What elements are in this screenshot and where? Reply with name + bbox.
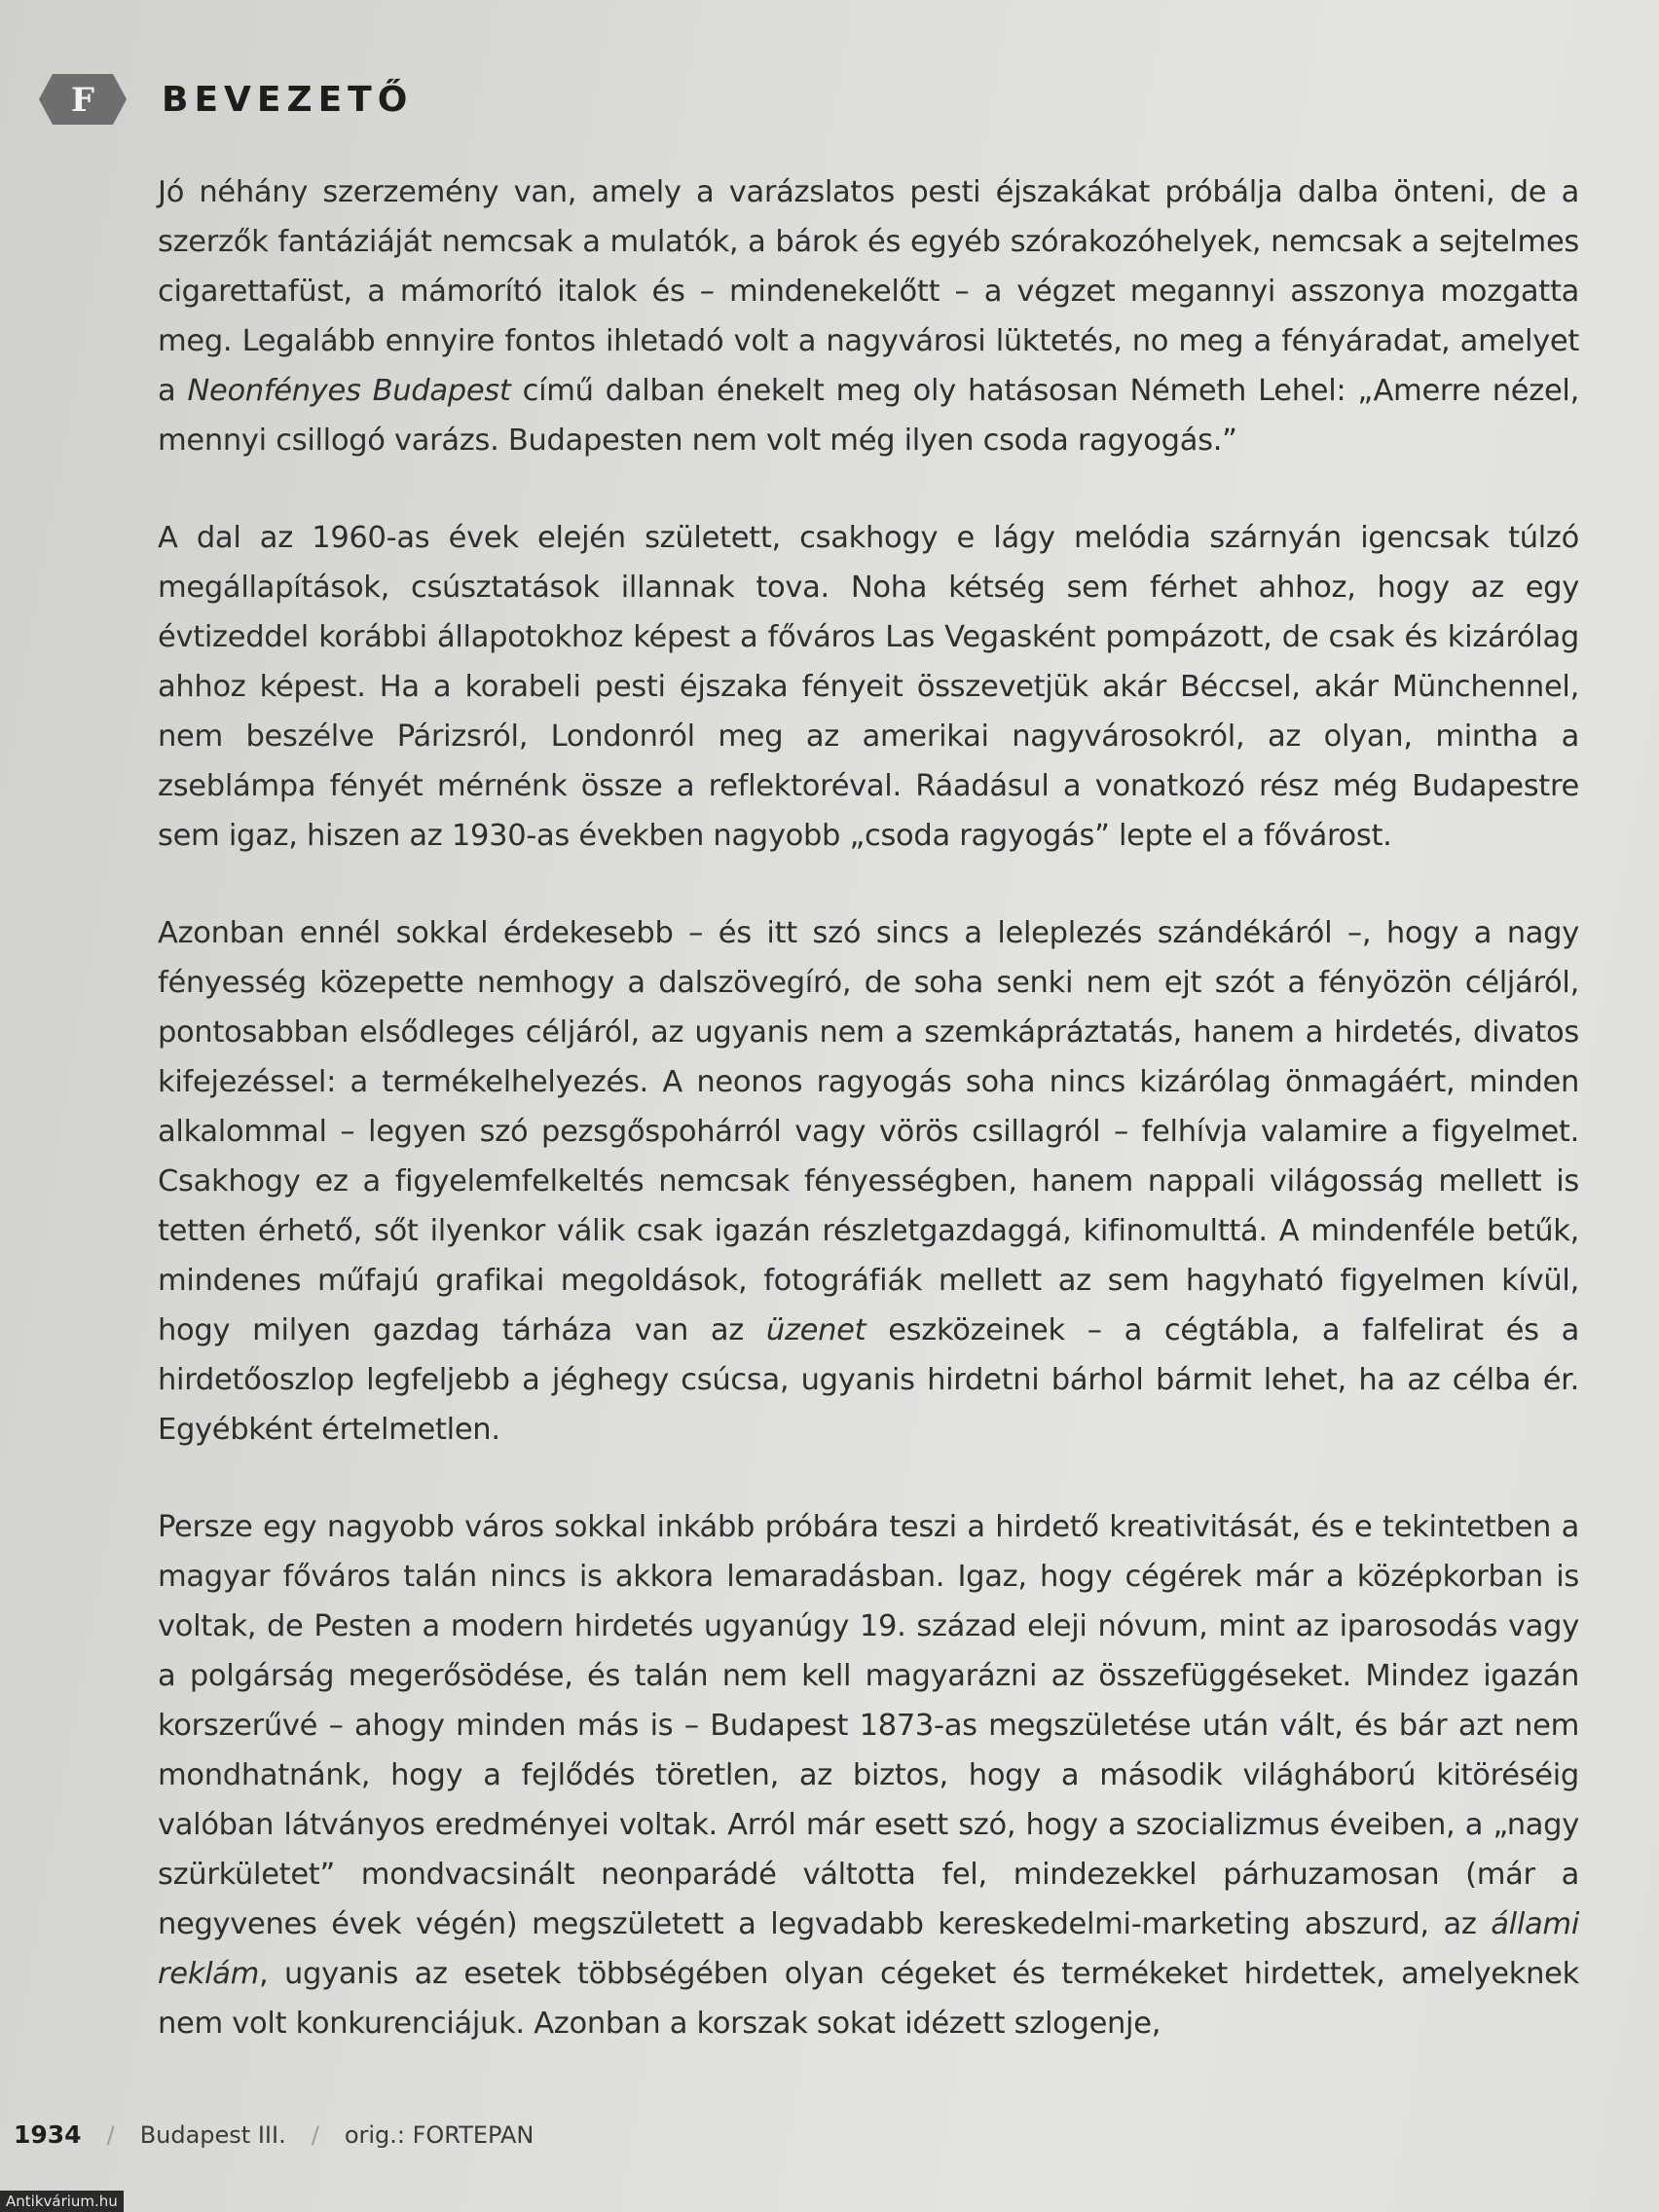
italic-term: állami reklám <box>158 1907 1579 1991</box>
footer-separator: / <box>106 2121 115 2149</box>
photo-source: orig.: FORTEPAN <box>344 2121 535 2149</box>
article-body <box>158 167 1579 2096</box>
fortepan-logo <box>39 72 127 127</box>
text-segment: , ugyanis az esetek többségében olyan cégeket és termékeket hirdettek, amelyeknek nem volt konkurenciájuk. Azonban a korszak sokat idézett szlogenje, <box>158 1957 1579 2041</box>
italic-title: Neonfényes Budapest <box>187 374 511 408</box>
logo-letter: F <box>70 81 95 120</box>
text-segment: Azonban ennél sokkal érdekesebb – és itt szó sincs a leleplezés szándékáról –, hogy a nagy fényesség közepette nemhogy a dalszövegíró, de soha senki nem ejt szót a fényözön céljáról, pontosabban elsődleges céljáról, az ugyanis nem a szemkápráztatás, hanem a hirdetés, divatos kifejezéssel: a termékelhelyezés. A neonos ragyogás soha nincs kizárólag önmagáért, minden alkalommal – legyen szó pezsgőspohárról vagy vörös csillagról – felhívja valamire a figyelmet. Csakhogy ez a figyelemfelkeltés nemcsak fényességben, hanem nappali világosság mellett is tetten érhető, sőt ilyenkor válik csak igazán részletgazdaggá, kifinomulttá. A mindenféle betűk, mindenes műfajú grafikai megoldások, fotográfiák mellett az sem hagyható figyelmen kívül, hogy milyen gazdag tárháza van az <box>158 916 1579 1347</box>
text-segment: Jó néhány szerzemény van, amely a varázslatos pesti éjszakákat próbálja dalba önteni, de a szerzők fantáziáját nemcsak a mulatók, a bárok és egyéb szórakozóhelyek, nemcsak a sejtelmes cigarettafüst, a mámorító italok és – mindenekelőtt – a végzet megannyi asszonya mozgatta meg. Legalább ennyire fontos ihletadó volt a nagyvárosi lüktetés, no meg a fényáradat, amelyet a <box>158 175 1579 408</box>
paragraph-1 <box>158 167 1579 465</box>
page-footer <box>14 2120 534 2149</box>
paragraph-3 <box>158 908 1579 1455</box>
book-title: Budapest III. <box>139 2121 286 2149</box>
paragraph-4 <box>158 1502 1579 2048</box>
text-segment: A dal az 1960-as évek elején született, csakhogy e lágy melódia szárnyán igencsak túlzó megállapítások, csúsztatások illannak tova. Noha kétség sem férhet ahhoz, hogy az egy évtizeddel korábbi állapotokhoz képest a főváros Las Vegasként pompázott, de csak és kizárólag ahhoz képest. Ha a korabeli pesti éjszaka fényeit összevetjük akár Béccsel, akár Münchennel, nem beszélve Párizsról, Londonról meg az amerikai nagyvárosokról, az olyan, mintha a zseblámpa fényét mérnénk össze a reflektoréval. Ráadásul a vonatkozó rész még Budapestre sem igaz, hiszen az 1930-as években nagyobb „csoda ragyogás” lepte el a fővárost. <box>158 521 1579 853</box>
text-segment: eszközeinek – a cégtábla, a falfelirat és a hirdetőoszlop legfeljebb a jéghegy csúcsa, ugyanis hirdetni bárhol bármit lehet, ha az célba ér. Egyébként értelmetlen. <box>158 1313 1579 1447</box>
page-title: BEVEZETŐ <box>162 79 414 120</box>
italic-term: üzenet <box>765 1313 866 1347</box>
paragraph-2 <box>158 513 1579 861</box>
text-segment: Persze egy nagyobb város sokkal inkább próbára teszi a hirdető kreativitását, és e tekintetben a magyar főváros talán nincs is akkora lemaradásban. Igaz, hogy cégérek már a középkorban is voltak, de Pesten a modern hirdetés ugyanúgy 19. század eleji nóvum, mint az iparosodás vagy a polgárság megerősödése, és talán nem kell magyarázni az összefüggéseket. Mindez igazán korszerűvé – ahogy minden más is – Budapest 1873-as megszületése után vált, és bár azt nem mondhatnánk, hogy a fejlődés töretlen, az biztos, hogy a második világháború kitöréséig valóban látványos eredményei voltak. Arról már esett szó, hogy a szocializmus éveiben, a „nagy szürkületet” mondvacsinált neonparádé váltotta fel, mindezekkel párhuzamosan (már a negyvenes évek végén) megszületett a legvadabb kereskedelmi-marketing abszurd, az <box>158 1510 1579 1941</box>
section-header <box>39 68 413 130</box>
text-segment: című dalban énekelt meg oly hatásosan Németh Lehel: „Amerre nézel, mennyi csillogó varázs. Budapesten nem volt még ilyen csoda ragyogás.” <box>158 374 1579 458</box>
watermark: Antikvárium.hu <box>0 2191 124 2212</box>
page-number: 1934 <box>14 2120 82 2149</box>
footer-separator: / <box>311 2121 319 2149</box>
